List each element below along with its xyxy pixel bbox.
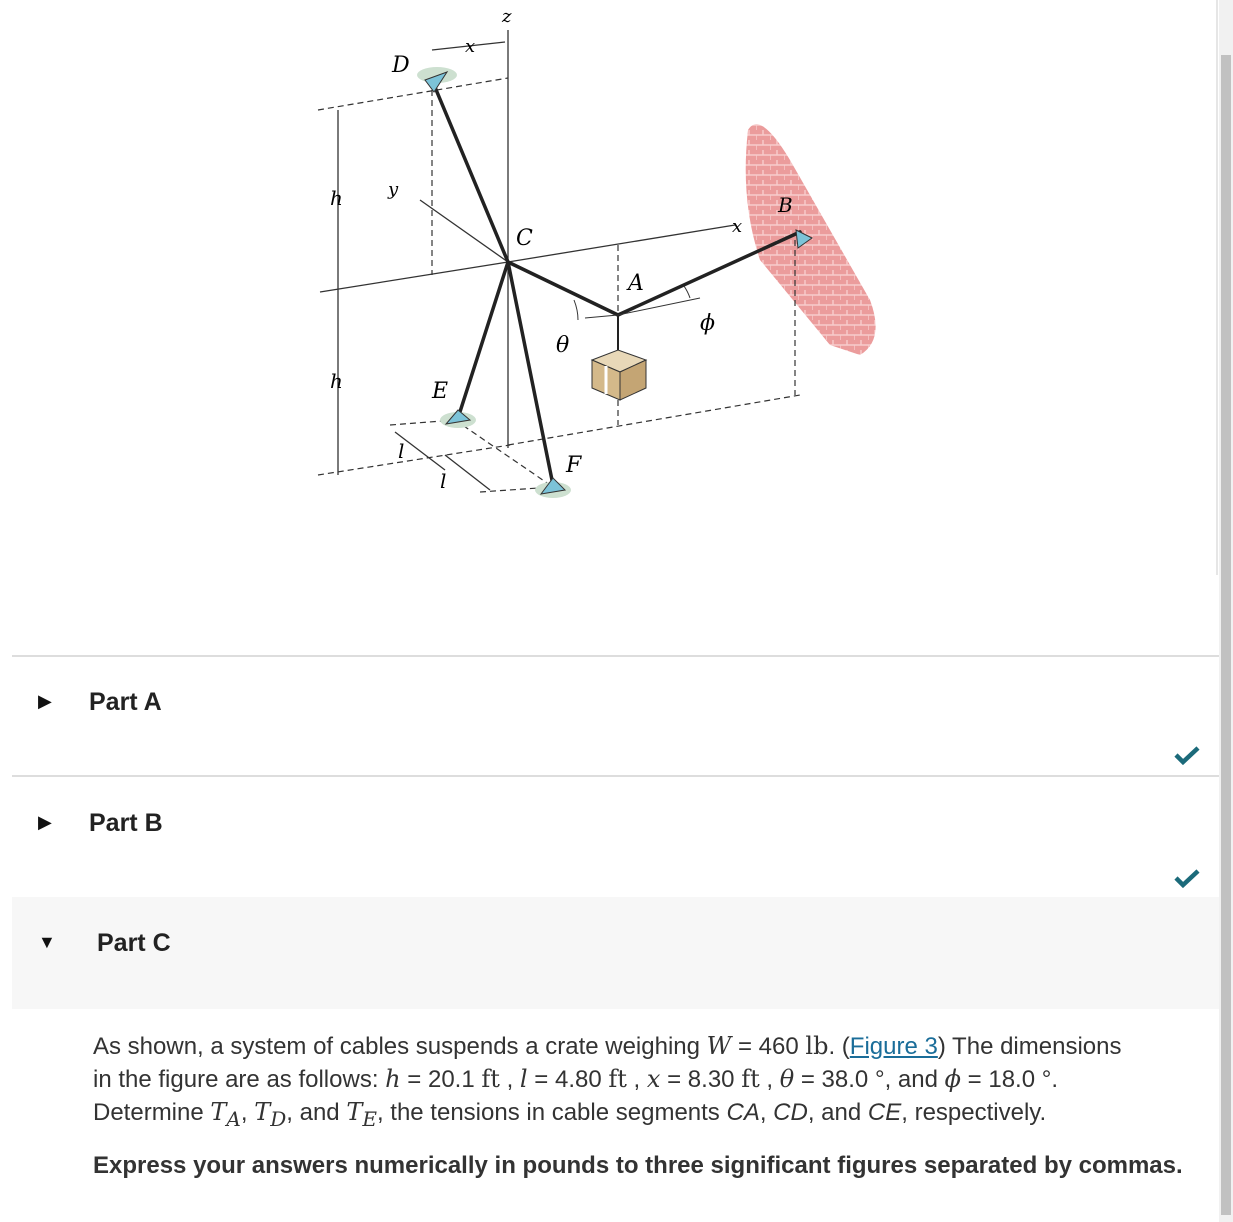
caret-right-icon[interactable]: ▶: [38, 812, 52, 832]
answer-instructions: Express your answers numerically in pounds to three significant figures separated by commas.: [93, 1152, 1183, 1179]
label-h-bottom: h: [330, 369, 343, 393]
label-y: y: [388, 179, 399, 200]
label-l-bottom: l: [440, 469, 447, 493]
problem-line-2: in the figure are as follows: h = 20.1 ft , l = 4.80 ft , x = 8.30 ft , θ = 38.0 °, and ϕ = 18.0 °.: [93, 1065, 1059, 1093]
crate: [592, 350, 646, 400]
part-c-row[interactable]: [12, 897, 1220, 1009]
brick-wall: [746, 124, 876, 355]
scrollbar[interactable]: [1219, 0, 1233, 1222]
label-phi: ϕ: [700, 311, 715, 336]
label-B: B: [778, 193, 793, 217]
label-E: E: [432, 379, 449, 404]
part-b-row[interactable]: [12, 777, 1220, 897]
figure-3-diagram: [300, 0, 900, 520]
problem-line-1: As shown, a system of cables suspends a crate weighing W = 460 lb. (Figure 3) The dimensions: [93, 1032, 1122, 1060]
content-border: [1216, 0, 1218, 575]
checkmark-icon: [1174, 745, 1200, 765]
support-F: [535, 478, 571, 498]
part-a-row[interactable]: [12, 657, 1220, 775]
scrollbar-thumb[interactable]: [1221, 55, 1231, 1215]
part-c-label[interactable]: Part C: [97, 929, 171, 957]
part-b-label[interactable]: Part B: [89, 809, 163, 837]
part-a-label[interactable]: Part A: [89, 688, 162, 716]
label-z: z: [502, 6, 512, 27]
label-C: C: [516, 226, 533, 251]
problem-line-3: Determine $T_A$, $T_D$, and $T_E$, the tensions in cable segments CA, CD, and CE, respectively.: [93, 1098, 1047, 1131]
label-x-axis: x: [732, 216, 743, 237]
figure-3-link[interactable]: Figure 3: [849, 1033, 938, 1060]
support-D: [417, 67, 457, 92]
label-l-top: l: [398, 439, 405, 463]
support-E: [440, 410, 476, 428]
label-theta: θ: [556, 333, 570, 358]
label-F: F: [566, 453, 582, 478]
label-h-top: h: [330, 186, 343, 210]
label-x-dim: x: [465, 36, 476, 57]
checkmark-icon: [1174, 868, 1200, 888]
label-A: A: [628, 271, 644, 296]
label-D: D: [392, 53, 410, 78]
caret-right-icon[interactable]: ▶: [38, 691, 52, 711]
caret-down-icon[interactable]: ▼: [38, 932, 56, 952]
problem-statement: [93, 1030, 1223, 1135]
